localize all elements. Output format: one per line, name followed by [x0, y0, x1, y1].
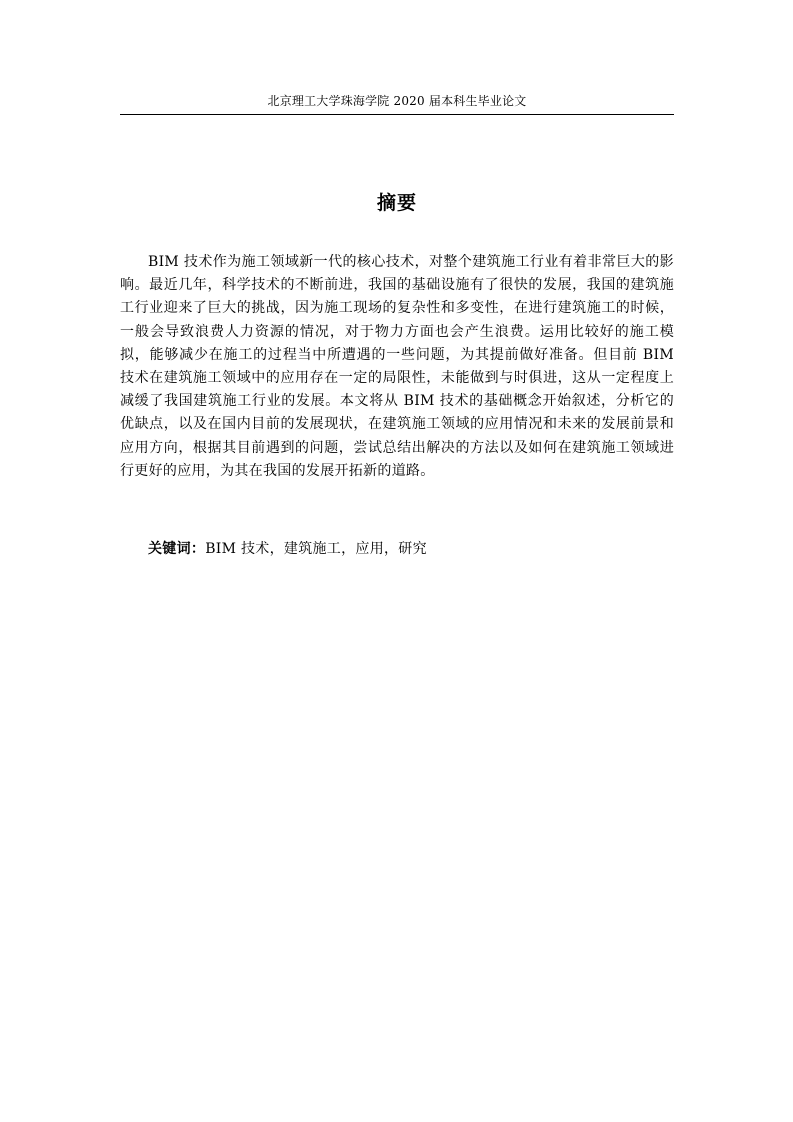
abstract-title: 摘要 — [376, 192, 417, 214]
abstract-body: BIM 技术作为施工领域新一代的核心技术，对整个建筑施工行业有着非常巨大的影响。最近几年，科学技术的不断前进，我国的基础设施有了很快的发展，我国的建筑施工行业迎来了巨大的挑战，因为施工现场的复杂性和多变性，在进行建筑施工的时候，一般会导致浪费人力资源的情况，对于物力方面也会产生浪费。运用比较好的施工模拟，能够减少在施工的过程当中所遭遇的一些问题，为其提前做好准备。但目前 BIM 技术在建筑施工领域中的应用存在一定的局限性，未能做到与时俱进，这从一定程度上减缓了我国建筑施工行业的发展。本文将从 BIM 技术的基础概念开始叙述，分析它的优缺点，以及在国内目前的发展现状，在建筑施工领域的应用情况和未来的发展前景和应用方向，根据其目前遇到的问题，尝试总结出解决的方法以及如何在建筑施工领域进行更好的应用，为其在我国的发展开拓新的道路。 — [120, 254, 674, 479]
running-header: 北京理工大学珠海学院 2020 届本科生毕业论文 — [267, 94, 527, 108]
keywords-text: BIM 技术，建筑施工，应用，研究 — [205, 541, 427, 557]
keywords-label: 关键词： — [148, 541, 206, 557]
header-divider — [120, 114, 674, 115]
keywords-line — [120, 538, 674, 561]
